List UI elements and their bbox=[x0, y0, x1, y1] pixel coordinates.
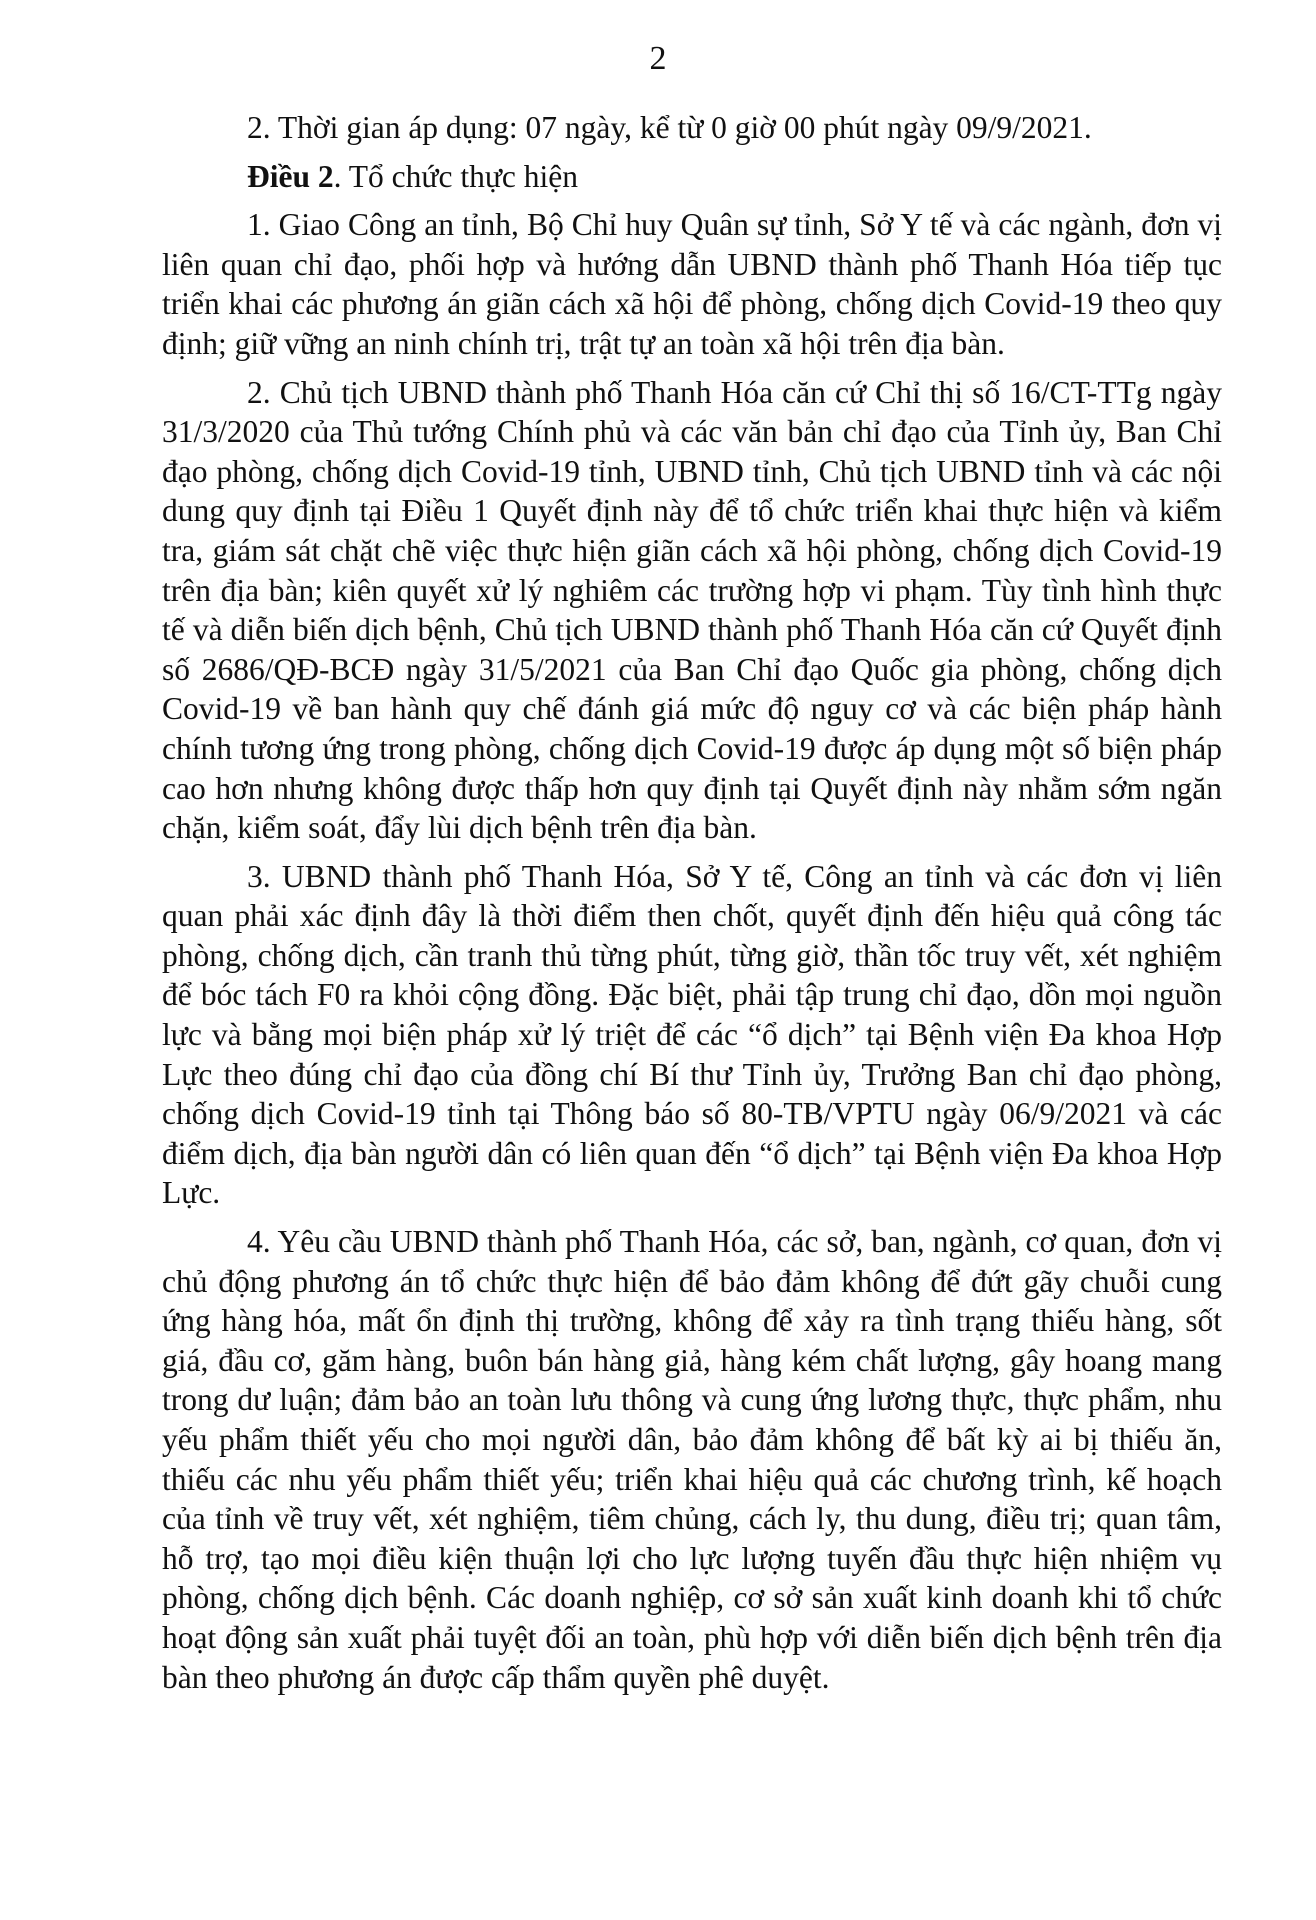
paragraph-item-1: 1. Giao Công an tỉnh, Bộ Chỉ huy Quân sự tỉnh, Sở Y tế và các ngành, đơn vị liên quan chỉ đạo, phối hợp và hướng dẫn UBND thành phố Thanh Hóa tiếp tục triển khai các phương án giãn cách xã hội để phòng, chống dịch Covid-19 theo quy định; giữ vững an ninh chính trị, trật tự an toàn xã hội trên địa bàn. bbox=[162, 207, 1222, 361]
time-applied-paragraph: 2. Thời gian áp dụng: 07 ngày, kể từ 0 giờ 00 phút ngày 09/9/2021. bbox=[247, 110, 1092, 145]
page-number: 2 bbox=[649, 40, 667, 77]
paragraph-item-4: 4. Yêu cầu UBND thành phố Thanh Hóa, các sở, ban, ngành, cơ quan, đơn vị chủ động phương án tổ chức thực hiện để bảo đảm không để đứt gãy chuỗi cung ứng hàng hóa, mất ổn định thị trường, không để xảy ra tình trạng thiếu hàng, sốt giá, đầu cơ, găm hàng, buôn bán hàng giả, hàng kém chất lượng, gây hoang mang trong dư luận; đảm bảo an toàn lưu thông và cung ứng lương thực, thực phẩm, nhu yếu phẩm thiết yếu cho mọi người dân, bảo đảm không để bất kỳ ai bị thiếu ăn, thiếu các nhu yếu phẩm thiết yếu; triển khai hiệu quả các chương trình, kế hoạch của tỉnh về truy vết, xét nghiệm, tiêm chủng, cách ly, thu dung, điều trị; quan tâm, hỗ trợ, tạo mọi điều kiện thuận lợi cho lực lượng tuyến đầu thực hiện nhiệm vụ phòng, chống dịch bệnh. Các doanh nghiệp, cơ sở sản xuất kinh doanh khi tổ chức hoạt động sản xuất phải tuyệt đối an toàn, phù hợp với diễn biến dịch bệnh trên địa bàn theo phương án được cấp thẩm quyền phê duyệt. bbox=[162, 1224, 1222, 1695]
article-2-title: . Tổ chức thực hiện bbox=[333, 158, 578, 194]
paragraph-item-2: 2. Chủ tịch UBND thành phố Thanh Hóa căn cứ Chỉ thị số 16/CT-TTg ngày 31/3/2020 của Thủ tướng Chính phủ và các văn bản chỉ đạo của Tỉnh ủy, Ban Chỉ đạo phòng, chống dịch Covid-19 tỉnh, UBND tỉnh, Chủ tịch UBND tỉnh và các nội dung quy định tại Điều 1 Quyết định này để tổ chức triển khai thực hiện và kiểm tra, giám sát chặt chẽ việc thực hiện giãn cách xã hội phòng, chống dịch Covid-19 trên địa bàn; kiên quyết xử lý nghiêm các trường hợp vi phạm. Tùy tình hình thực tế và diễn biến dịch bệnh, Chủ tịch UBND thành phố Thanh Hóa căn cứ Quyết định số 2686/QĐ-BCĐ ngày 31/5/2021 của Ban Chỉ đạo Quốc gia phòng, chống dịch Covid-19 về ban hành quy chế đánh giá mức độ nguy cơ và các biện pháp hành chính tương ứng trong phòng, chống dịch Covid-19 được áp dụng một số biện pháp cao hơn nhưng không được thấp hơn quy định tại Quyết định này nhằm sớm ngăn chặn, kiểm soát, đẩy lùi dịch bệnh trên địa bàn. bbox=[162, 374, 1222, 846]
article-2-heading bbox=[162, 157, 1222, 197]
paragraph-item-3: 3. UBND thành phố Thanh Hóa, Sở Y tế, Công an tỉnh và các đơn vị liên quan phải xác định đây là thời điểm then chốt, quyết định đến hiệu quả công tác phòng, chống dịch, cần tranh thủ từng phút, từng giờ, thần tốc truy vết, xét nghiệm để bóc tách F0 ra khỏi cộng đồng. Đặc biệt, phải tập trung chỉ đạo, dồn mọi nguồn lực và bằng mọi biện pháp xử lý triệt để các “ổ dịch” tại Bệnh viện Đa khoa Hợp Lực theo đúng chỉ đạo của đồng chí Bí thư Tỉnh ủy, Trưởng Ban chỉ đạo phòng, chống dịch Covid-19 tỉnh tại Thông báo số 80-TB/VPTU ngày 06/9/2021 và các điểm dịch, địa bàn người dân có liên quan đến “ổ dịch” tại Bệnh viện Đa khoa Hợp Lực. bbox=[162, 858, 1222, 1211]
article-2-label: Điều 2 bbox=[247, 158, 334, 194]
document-body bbox=[162, 108, 1222, 1697]
